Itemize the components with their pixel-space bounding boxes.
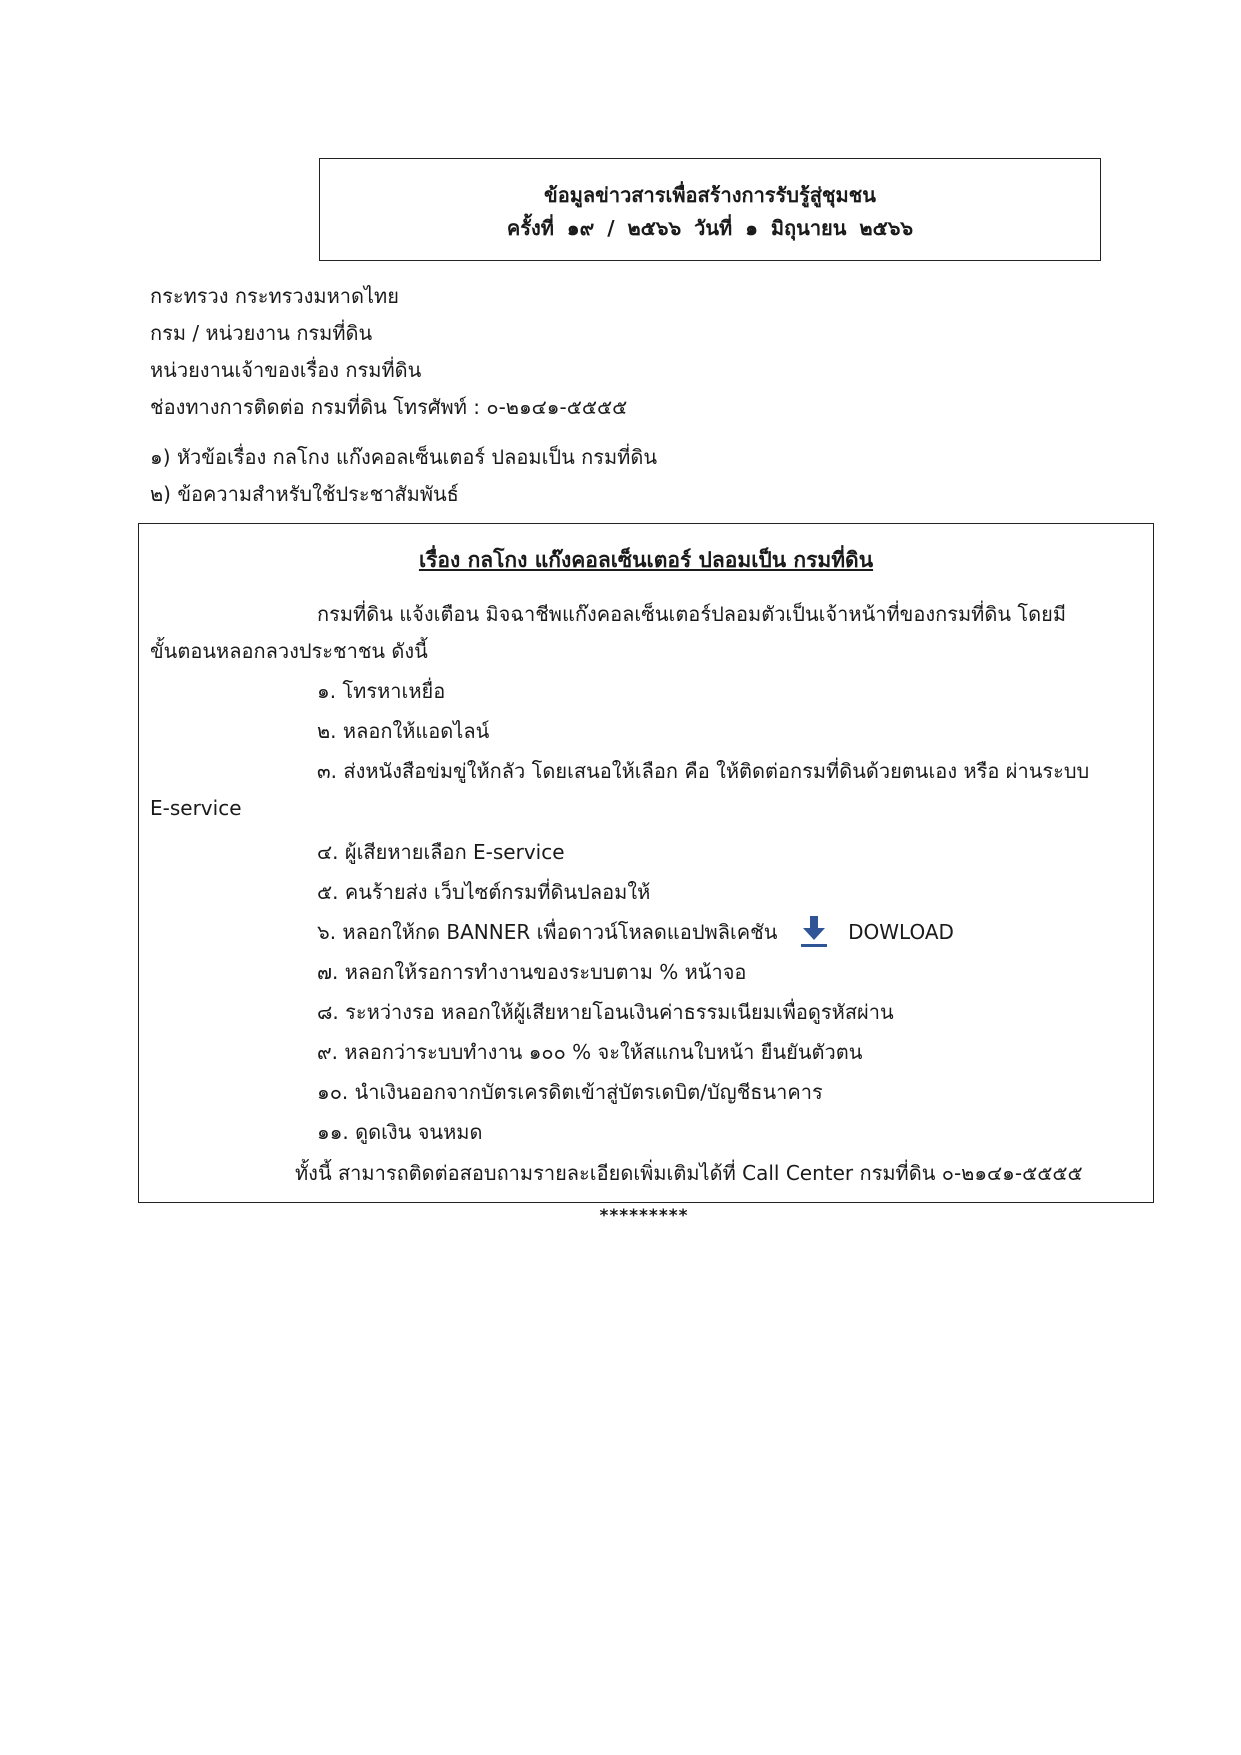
contact-line: ช่องทางการติดต่อ กรมที่ดิน โทรศัพท์ : ๐-๒๑๔๑-๕๕๕๕ [150, 395, 628, 419]
step-9: ๙. หลอกว่าระบบทำงาน ๑๐๐ % จะให้สแกนใบหน้า ยืนยันตัวตน [317, 1040, 863, 1064]
step-8: ๘. ระหว่างรอ หลอกให้ผู้เสียหายโอนเงินค่าธรรมเนียมเพื่อดูรหัสผ่าน [317, 1000, 894, 1024]
step-3: ๓. ส่งหนังสือข่มขู่ให้กลัว โดยเสนอให้เลือก คือ ให้ติดต่อกรมที่ดินด้วยตนเอง หรือ ผ่านระบบ [317, 759, 1090, 783]
content-box [138, 523, 1154, 1203]
step-5: ๕. คนร้ายส่ง เว็บไซต์กรมที่ดินปลอมให้ [317, 880, 651, 904]
owner-line: หน่วยงานเจ้าของเรื่อง กรมที่ดิน [150, 358, 422, 382]
step-1: ๑. โทรหาเหยื่อ [317, 679, 446, 703]
step-7: ๗. หลอกให้รอการทำงานของระบบตาม % หน้าจอ [317, 960, 747, 984]
header-title: ข้อมูลข่าวสารเพื่อสร้างการรับรู้สู่ชุมชน [544, 183, 876, 207]
step-6: ๖. หลอกให้กด BANNER เพื่อดาวน์โหลดแอปพลิเคชัน [317, 920, 778, 944]
news-title: เรื่อง กลโกง แก๊งคอลเซ็นเตอร์ ปลอมเป็น กรมที่ดิน [418, 548, 874, 572]
department-line: กรม / หน่วยงาน กรมที่ดิน [150, 321, 373, 345]
step-2: ๒. หลอกให้แอดไลน์ [317, 719, 490, 743]
step-4: ๔. ผู้เสียหายเลือก E-service [317, 840, 565, 864]
footer-line: ทั้งนี้ สามารถติดต่อสอบถามรายละเอียดเพิ่มเติมได้ที่ Call Center กรมที่ดิน ๐-๒๑๔๑-๕๕๕๕ [295, 1161, 1083, 1185]
ministry-line: กระทรวง กระทรวงมหาดไทย [150, 284, 399, 308]
step-6-row [317, 914, 954, 953]
step-3-continued: E-service [150, 796, 242, 820]
header-issue-line: ครั้งที่ ๑๙ / ๒๕๖๖ วันที่ ๑ มิถุนายน ๒๕๖๖ [506, 216, 914, 240]
end-mark: ********* [599, 1206, 689, 1226]
header-box [319, 158, 1101, 261]
step-10: ๑๐. นำเงินออกจากบัตรเครดิตเข้าสู่บัตรเดบิต/บัญชีธนาคาร [317, 1080, 823, 1104]
download-label: DOWLOAD [848, 920, 954, 944]
intro-line-2: ขั้นตอนหลอกลวงประชาชน ดังนี้ [150, 639, 428, 663]
topic-line: ๑) หัวข้อเรื่อง กลโกง แก๊งคอลเซ็นเตอร์ ปลอมเป็น กรมที่ดิน [150, 445, 658, 469]
intro-line-1: กรมที่ดิน แจ้งเตือน มิจฉาชีพแก๊งคอลเซ็นเตอร์ปลอมตัวเป็นเจ้าหน้าที่ของกรมที่ดิน โดยมี [317, 602, 1067, 626]
step-11: ๑๑. ดูดเงิน จนหมด [317, 1120, 483, 1144]
pr-message-line: ๒) ข้อความสำหรับใช้ประชาสัมพันธ์ [150, 482, 459, 506]
download-arrow-icon [800, 914, 828, 953]
